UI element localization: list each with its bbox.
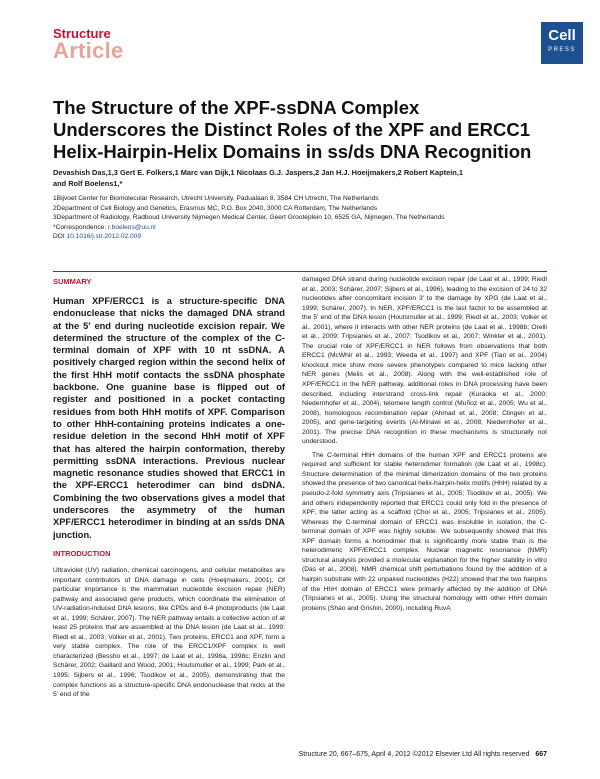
- footer-journal: Structure 20: [298, 751, 337, 758]
- logo-text-cell: Cell: [548, 27, 576, 44]
- affiliation-2: 2Department of Cell Biology and Genetics, Erasmus MC, P.O. Box 2040, 3000 CA Rotterdam, The Netherlands: [53, 204, 378, 212]
- introduction-paragraph-1: Ultraviolet (UV) radiation, chemical carcinogens, and cellular metabolites are important contributors of DNA damage in cells (Hoeijmakers, 2001). Of particular importance is the mammalian nucleotide excision repair (NER) pathway and associated gene products, which coordinate the elimination of UV-radiation-induced DNA lesions, like CPDs and 6-4 photoproducts (de Laat et al., 1999; Schärer, 2007). The NER pathway entails a collective action of at least 25 proteins that are assembled at the DNA lesion (de Laat et al., 1999; Riedl et al., 2003; Volker et al., 2001). Two proteins, ERCC1 and XPF, form a very stable complex. The role of the ERCC1/XPF complex is well characterized (Bessho et al., 1997; de Laat et al., 1998a, 1998c; Enzlin and Schärer, 2002; Gaillard and Wood, 2001; Houtsmuller et al., 1999; Park et al., 1995; Sijbers et al., 1996; Tsodikov et al., 2005), demonstrating that the complex functions as a structure-specific DNA endonuclease that nicks at the 5′ end of the: [53, 567, 285, 699]
- doi-link[interactable]: 10.1016/j.str.2012.02.009: [66, 233, 141, 241]
- correspondence: [53, 223, 553, 233]
- affiliations: [53, 194, 553, 242]
- affiliation-1: 1Bijvoet Center for Biomolecular Research, Utrecht University, Padualaan 8, 3584 CH Utrecht, The Netherlands: [53, 195, 379, 202]
- correspondence-email-link[interactable]: r.boelens@uu.nl: [107, 223, 156, 231]
- summary-text: Human XPF/ERCC1 is a structure-specific DNA endonuclease that nicks the damaged DNA strand at the 5′ end during nucleotide excision repair. We determined the structure of the complex of the C-terminal domain of XPF with 10 nt ssDNA. A positively charged region within the second helix of the first HhH motif contacts the ssDNA phosphate backbone. One guanine base is flipped out of register and positioned in a pocket contacting residues from both HhH motifs of XPF. Comparison to other HhH-containing proteins indicates a one-residue deletion in the second HhH motif of XPF that has altered the hairpin conformation, thereby permitting ssDNA interactions. Previous nuclear magnetic resonance studies showed that ERCC1 in the XPF-ERCC1 heterodimer can bind dsDNA. Combining the two observations gives a model that underscores the asymmetry of the human XPF/ERCC1 heterodimer in binding at an ss/ds DNA junction.: [53, 296, 285, 540]
- cell-press-logo: [541, 22, 583, 64]
- doi: [53, 232, 553, 242]
- article-title: The Structure of the XPF-ssDNA Complex Underscores the Distinct Roles of the XPF and ERCC1 Helix-Hairpin-Helix Domains in ss/ds DNA Recognition: [53, 97, 532, 162]
- article-type-label: Article: [53, 38, 124, 63]
- right-paragraph-2: The C-terminal HhH domains of the human XPF and ERCC1 proteins are required and sufficient for stable heterodimer formation (de Laat et al., 1998c). Structure determination of the minimal dimerization domains of the two proteins showed the presence of two canonical helix-hairpin-helix motifs (HhH) related by a pseudo-2-fold symmetry axis (Tripsianes et al., 2005; Tsodikov et al., 2005). We and others independently reported that ERCC1 could only fold in the presence of XPF, the latter acting as a scaffold (Choi et al., 2005; Tripsianes et al., 2005). Whereas the C-terminal domain of ERCC1 was insoluble in isolation, the C-terminal domain of XPF was highly soluble. We subsequently showed that this XPF domain forms a homodimer that is significantly more stable than is the heterodimeric XPF/ERCC1 complex. Nuclear magnetic resonance (NMR) structural analysis provided a molecular explanation for the higher stability in vitro (Das et al., 2008). NMR chemical shift perturbations found by the addition of a hairpin substrate with 22 unpaired nucleotides (H22) showed that the two hairpins of the HhH domain of ERCC1 were primarily affected by the addition of DNA (Tripsianes et al., 2005). Using the structural homology with other HhH domain proteins (Shao and Grishin, 2000), including RuvA: [302, 451, 547, 612]
- author-line-2: and Rolf Boelens1,*: [53, 178, 123, 188]
- correspondence-label: *Correspondence:: [53, 223, 108, 231]
- author-line-1: Devashish Das,1,3 Gert E. Folkers,1 Marc van Dijk,1 Nicolaas G.J. Jaspers,2 Jan H.J. Hoeijmakers,2 Robert Kaptein,1: [53, 168, 463, 177]
- summary-heading: SUMMARY: [53, 277, 92, 286]
- right-paragraph-1: damaged DNA strand during nucleotide excision repair (de Laat et al., 1999; Riedl et al., 2003; Schärer, 2007; Sijbers et al., 1996), leading to the excision of 24 to 32 nucleotides after concomitant incision 3′ to the damage by XPG (de Laat et al., 1999; Schärer, 2007). In NER, XPF/ERCC1 is the last factor to be assembled at the 5′ end of the DNA lesion (Houtsmuller et al., 1999; Riedl et al., 2003; Volker et al., 2001), where it interacts with other NER proteins (de Laat et al., 1998b; Orelli et al., 2009; Tripsianes et al., 2007; Tsodikov et al., 2007; Winkler et al., 2001). The crucial role of XPF/ERCC1 in NER follows from observations that both ERCC1 (McWhir et al., 1993; Weeda et al., 1997) and XPF (Tian et al., 2004) knockout mice show more severe phenotypes compared to mice lacking other NER genes (Melis et al., 2008). Along with the well-established role of XPF/ERCC1 in the NER pathway, additional roles in DNA processing have been described, including interstrand cross-link repair (Kuraoka et al., 2000; Niedernhofer et al., 2004), telomere length control (Muñoz et al., 2005; Wu et al., 2008), homologous recombination repair (Ahmad et al., 2008; Clingen et al., 2005), and gene-targeting events (Al-Minawi et al., 2008; Niedernhofer et al., 2001). The precise DNA recognition in these mechanisms is structurally not understood.: [302, 276, 547, 446]
- journal-label: Structure: [53, 26, 111, 41]
- affiliation-3: 3Department of Radiology, Radboud University Nijmegen Medical Center, Geert Grooteplein 10, 6525 GA, Nijmegen, The Netherlands: [53, 214, 445, 222]
- author-list: [53, 168, 543, 189]
- page-footer: [280, 751, 547, 758]
- introduction-heading: INTRODUCTION: [53, 549, 111, 558]
- doi-label: DOI: [53, 233, 67, 241]
- footer-citation: , 667–675, April 4, 2012 ©2012 Elsevier Ltd All rights reserved: [336, 751, 530, 758]
- right-column-text: [302, 275, 547, 613]
- footer-page-number: 667: [535, 751, 547, 758]
- logo-text-press: PRESS: [548, 47, 576, 53]
- header-divider: [53, 271, 547, 272]
